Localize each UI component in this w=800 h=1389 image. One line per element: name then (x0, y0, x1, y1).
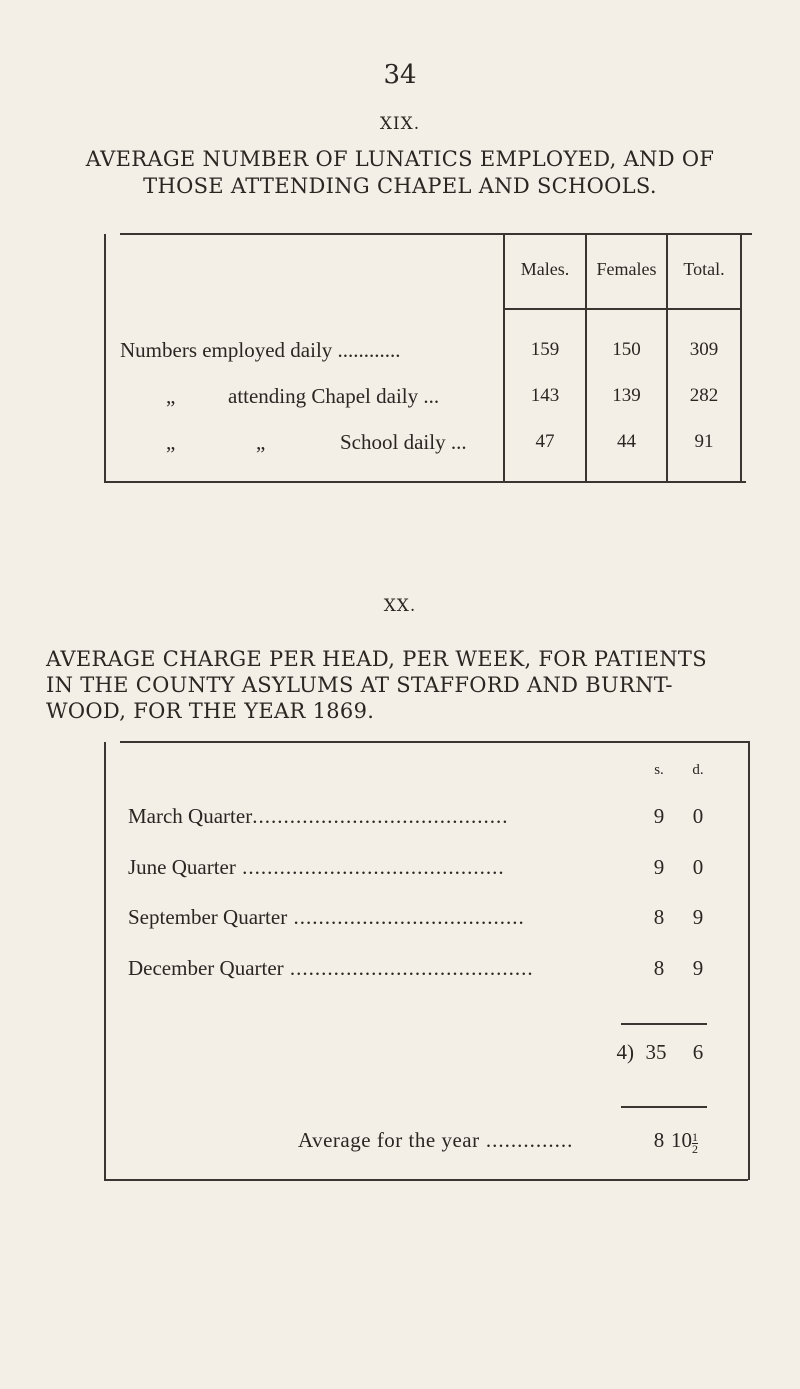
column-header-shillings: s. (654, 762, 664, 778)
divisor: 4) (616, 1040, 634, 1064)
table-left-rule (104, 234, 106, 482)
fraction-half (692, 1132, 698, 1155)
quarter-row-december (128, 956, 628, 981)
header-bottom-rule (504, 308, 740, 310)
average-rule (621, 1106, 707, 1108)
column-header-males: Males. (520, 259, 570, 279)
leader-dots: .............. (479, 1128, 574, 1152)
table-top-rule (120, 741, 750, 743)
cell-school-males: 47 (535, 431, 555, 452)
table-bottom-rule (104, 481, 746, 483)
section-heading-xx-line1: AVERAGE CHARGE PER HEAD, PER WEEK, FOR PATIENTS (46, 647, 707, 671)
quarter-label: September Quarter (128, 905, 288, 929)
table-top-rule (120, 233, 752, 235)
quarter-row-march (128, 804, 628, 829)
september-shillings: 8 (653, 905, 665, 929)
column-header-females: Females (596, 259, 657, 279)
leader-dots: .......................................... (235, 855, 505, 879)
section-heading-xix-line1: AVERAGE NUMBER OF LUNATICS EMPLOYED, AND OF (85, 147, 715, 171)
december-pence: 9 (692, 956, 704, 980)
average-pence (671, 1128, 698, 1155)
column-header-total: Total. (683, 259, 725, 279)
september-pence: 9 (692, 905, 704, 929)
cell-employed-males: 159 (530, 339, 560, 360)
table-left-rule (104, 742, 106, 1180)
cell-employed-females: 150 (612, 339, 641, 360)
cell-chapel-total: 282 (689, 385, 719, 406)
table-right-rule (748, 742, 750, 1180)
quarter-label: March Quarter (128, 804, 253, 828)
june-pence: 0 (692, 855, 704, 879)
quarter-row-june (128, 855, 628, 880)
march-pence: 0 (692, 804, 704, 828)
quarter-row-september (128, 905, 628, 930)
section-heading-xx-line2: IN THE COUNTY ASYLUMS AT STAFFORD AND BURNT- (46, 673, 673, 697)
sum-rule (621, 1023, 707, 1025)
cell-chapel-males: 143 (530, 385, 560, 406)
average-row (298, 1128, 573, 1153)
section-number-xx: XX. (383, 596, 417, 616)
cell-school-females: 44 (617, 431, 636, 452)
row-label-employed: Numbers employed daily ............ (120, 338, 401, 362)
ditto-mark: „ (166, 430, 176, 454)
average-shillings: 8 (653, 1128, 665, 1152)
sum-shillings: 35 (645, 1040, 667, 1064)
march-shillings: 9 (653, 804, 665, 828)
sum-pence: 6 (692, 1040, 704, 1064)
table-bottom-rule (104, 1179, 748, 1181)
section-heading-xix-line2: THOSE ATTENDING CHAPEL AND SCHOOLS. (143, 174, 657, 198)
row-label-chapel: attending Chapel daily ... (228, 384, 440, 408)
december-shillings: 8 (653, 956, 665, 980)
average-pence-whole: 10 (671, 1128, 692, 1152)
column-header-pence: d. (692, 762, 704, 778)
table-right-rule (740, 234, 742, 482)
ditto-mark: „ (166, 384, 176, 408)
cell-chapel-females: 139 (612, 385, 641, 406)
fraction-numerator: 1 (692, 1130, 698, 1144)
leader-dots: ..................................... (287, 905, 525, 929)
june-shillings: 9 (653, 855, 665, 879)
section-number-xix: XIX. (379, 114, 421, 134)
average-label: Average for the year (298, 1128, 480, 1152)
cell-school-total: 91 (694, 431, 714, 452)
cell-employed-total: 309 (689, 339, 719, 360)
leader-dots: ......................................... (252, 804, 509, 828)
row-label-school: School daily ... (340, 430, 467, 454)
page-number: 34 (383, 60, 417, 90)
fraction-denominator: 2 (692, 1142, 698, 1156)
leader-dots: ....................................... (283, 956, 534, 980)
ditto-mark: „ (256, 430, 266, 454)
quarter-label: December Quarter (128, 956, 284, 980)
section-heading-xx-line3: WOOD, FOR THE YEAR 1869. (46, 699, 375, 723)
quarter-label: June Quarter (128, 855, 236, 879)
